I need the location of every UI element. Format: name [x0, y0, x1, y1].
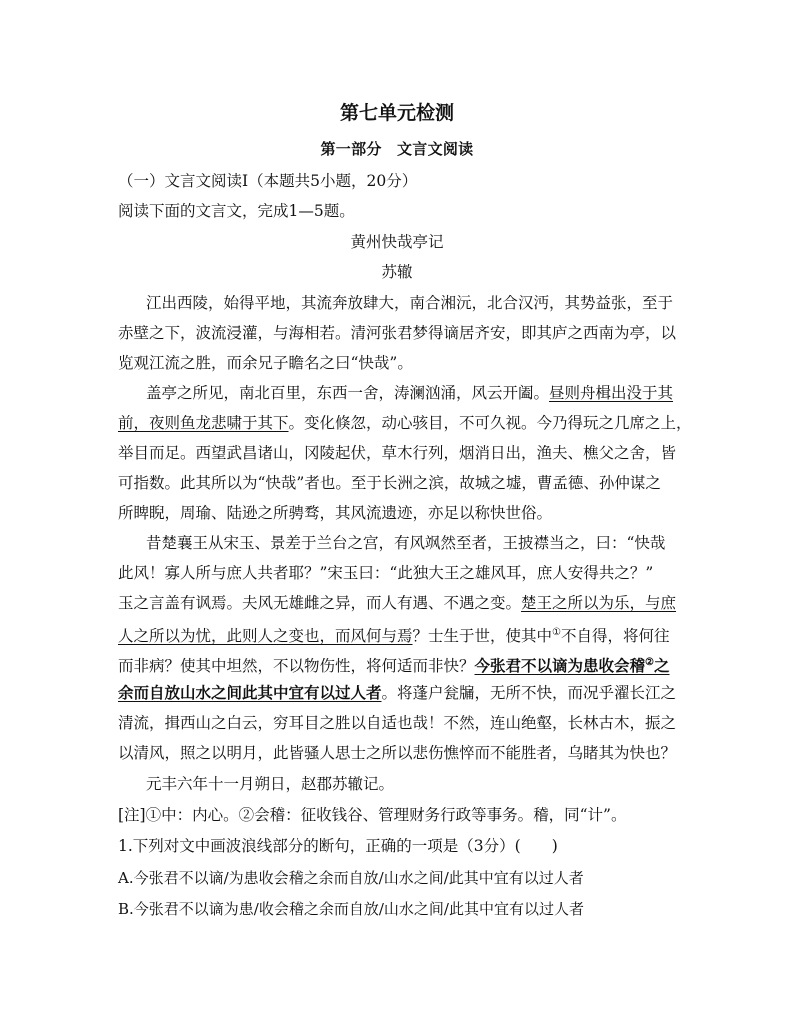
text-line: 举目而足。西望武昌诸山，冈陵起伏，草木行列，烟消日出，渔夫、樵父之舍，皆: [118, 444, 677, 462]
text-line: [118, 652, 688, 677]
option-a[interactable]: A.今张君不以谪/为患收会稽之余而自放/山水之间/此其中宜有以过人者: [118, 869, 584, 887]
text-line: [118, 592, 688, 614]
text-line: 以清风，照之以明月，此皆骚人思士之所以悲伤憔悴而不能胜者，乌睹其为快也？: [118, 744, 677, 762]
wavy-sentence: 余而自放山水之间此其中宜有以过人者: [118, 683, 382, 702]
text-line: 所睥睨，周瑜、陆逊之所骋骛，其风流遗迹，亦足以称快世俗。: [118, 504, 553, 522]
section-instruction: 阅读下面的文言文，完成1—5题。: [118, 202, 355, 220]
text-line: 清流，揖西山之白云，穷耳目之胜以自适也哉！不然，连山绝壑，长林古木，振之: [118, 714, 677, 732]
page-subtitle: 第一部分 文言文阅读: [320, 140, 474, 158]
text-line: [118, 622, 688, 647]
page-title: 第七单元检测: [339, 102, 454, 124]
text-segment: ？士生于世，使其中: [412, 627, 553, 646]
wavy-sentence: 今张君不以谪为患收会稽②之: [474, 656, 670, 676]
text-segment: 玉之言盖有讽焉。夫风无雄雌之异，而人有遇、不遇之变。: [118, 594, 522, 612]
question-stem: 1.下列对文中画波浪线部分的断句，正确的一项是（3分）( ): [118, 837, 558, 855]
underlined-sentence: 昼则舟楫出没于其: [549, 384, 674, 402]
underlined-sentence: 楚王之所以为乐，与庶: [521, 594, 677, 612]
text-line: 元丰六年十一月朔日，赵郡苏辙记。: [146, 775, 395, 793]
text-segment: 。变化倏忽，动心骇目，不可久视。今乃得玩之几席之上，: [288, 414, 692, 432]
text-line: [118, 682, 688, 704]
footnote-mark: ②: [645, 657, 654, 668]
text-segment: 盖亭之所见，南北百里，东西一舍，涛澜汹涌，风云开阖。: [146, 384, 550, 402]
section-heading: （一）文言文阅读Ⅰ（本题共5小题，20分）: [118, 172, 418, 190]
text-line: 此风！寡人所与庶人共者耶？”宋玉曰：“此独大王之雄风耳，庶人安得共之？”: [118, 564, 654, 582]
footnote: [注]①中：内心。②会稽：征收钱谷、管理财务行政等事务。稽，同“计”。: [118, 806, 627, 824]
text-segment: 。将蓬户瓮牖，无所不快，而况乎濯长江之: [381, 684, 677, 702]
text-line: 赤壁之下，波流浸灌，与海相若。清河张君梦得谪居齐安，即其庐之西南为亭，以: [118, 324, 677, 342]
footnote-mark: ①: [552, 627, 561, 638]
option-b[interactable]: B.今张君不以谪为患/收会稽之余而自放/山水之间/此其中宜有以过人者: [118, 900, 584, 918]
article-author: 苏辙: [381, 263, 413, 281]
text-line: [146, 382, 691, 404]
text-line: 览观江流之胜，而余兄子瞻名之曰“快哉”。: [118, 354, 413, 372]
text-line: 江出西陵，始得平地，其流奔放肆大，南合湘沅，北合汉沔，其势益张，至于: [146, 294, 674, 312]
text-segment: 不自得，将何往: [561, 627, 670, 646]
article-title: 黄州快哉亭记: [350, 233, 444, 251]
text-segment: 而非病？使其中坦然，不以物伤性，将何适而非快？: [118, 657, 475, 676]
text-line: 可指数。此其所以为“快哉”者也。至于长洲之滨，故城之墟，曹孟德、孙仲谋之: [118, 474, 661, 492]
underlined-sentence: 前，夜则鱼龙悲啸于其下: [118, 414, 289, 432]
text-line: [118, 412, 692, 434]
underlined-sentence: 人之所以为忧，此则人之变也，而风何与焉: [118, 627, 413, 646]
text-line: 昔楚襄王从宋玉、景差于兰台之宫，有风飒然至者，王披襟当之，曰：“快哉: [146, 534, 666, 552]
